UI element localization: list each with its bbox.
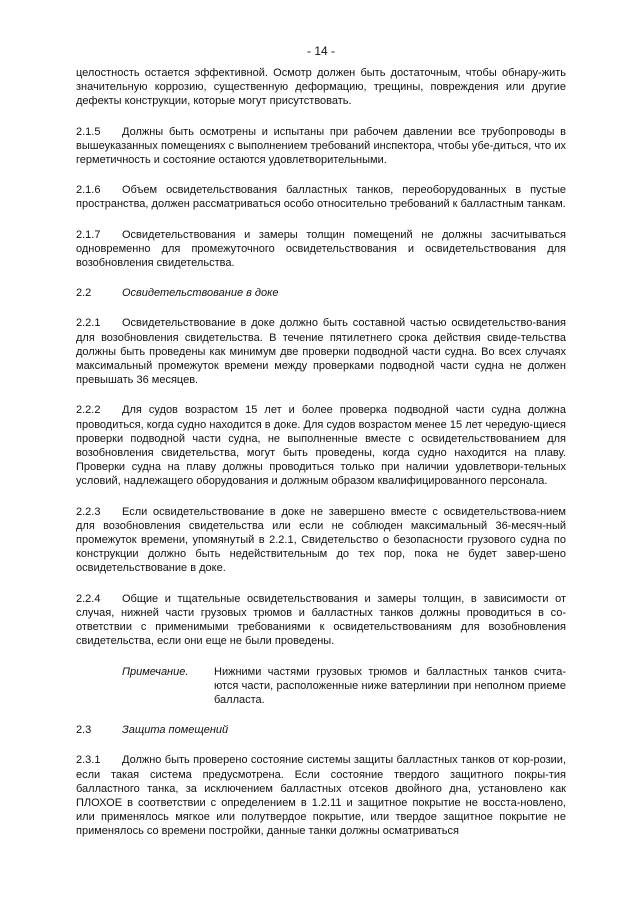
note-block xyxy=(76,665,566,708)
paragraph-text: Для судов возрастом 15 лет и более проверка подводной части судна должна проводиться, когда судно находится в доке. Для судов возрастом менее 15 лет чередую-щиеся проверки подводной части судна, не выполненные вместе с освидетельствованием для возобновления свидетельства, могут быть проведены, когда судно находится на плаву. Проверки судна на плаву должны проводиться только при наличии удовлетвори-тельных условий, надлежащего оборудования и должным образом квалифицированного персонала. xyxy=(76,404,566,488)
paragraph-text: Объем освидетельствования балластных танков, переоборудованных в пустые пространства, должен рассматриваться особо относительно требований к балластным танкам. xyxy=(76,184,566,211)
section-title: Освидетельствование в доке xyxy=(122,287,279,300)
paragraph-number: 2.1.5 xyxy=(76,125,101,138)
paragraph-text: Должны быть осмотрены и испытаны при рабочем давлении все трубопроводы в вышеуказанных помещениях с выполнением требований инспектора, чтобы убе-диться, что их герметичность и состояние остаются удовлетворительными. xyxy=(76,125,566,167)
paragraph-number: 2.1.7 xyxy=(76,228,101,241)
paragraph-number: 2.1.6 xyxy=(76,184,101,197)
paragraph-2-1-6 xyxy=(76,183,566,211)
section-number: 2.2 xyxy=(76,287,92,300)
note-label: Примечание. xyxy=(122,665,189,678)
paragraph-2-2-1 xyxy=(76,316,566,387)
paragraph-2-2-3 xyxy=(76,505,566,576)
section-title: Защита помещений xyxy=(122,724,229,737)
paragraph-number: 2.2.3 xyxy=(76,505,101,518)
section-heading-2-3 xyxy=(76,723,566,737)
paragraph-text: Общие и тщательные освидетельствования и замеры толщин, в зависимости от случая, нижней части грузовых трюмов и балластных танков должны проводиться в со-ответствии с применимыми требованиями к освидетельствованиям для возобновления свидетельства, если они еще не были проведены. xyxy=(76,592,566,648)
section-heading-2-2 xyxy=(76,286,566,300)
section-number: 2.3 xyxy=(76,724,92,737)
document-page xyxy=(76,44,566,855)
paragraph-2-1-7 xyxy=(76,228,566,271)
paragraph-2-2-4 xyxy=(76,592,566,649)
note-text: Нижними частями грузовых трюмов и балластных танков счита-ются части, расположенные ниже ватерлинии при неполном приеме балласта. xyxy=(214,665,566,706)
paragraph-text: Должно быть проверено состояние системы защиты балластных танков от кор-розии, если такая система предусмотрена. Если состояние твердого защитного покры-тия балластного танка, за исключением балластных отсеков двойного дна, установлено как ПЛОХОЕ в соответствии с определением в 1.2.11 и защитное покрытие не восста-новлено, или применялось мягкое или полутвердое покрытие, или твердое защитное покрытие не применялось со времени постройки, данные танки должны осматриваться xyxy=(76,754,566,838)
paragraph-number: 2.3.1 xyxy=(76,754,101,767)
paragraph-text: Освидетельствования и замеры толщин помещений не должны засчитываться одновременно для промежуточного освидетельствования и освидетельствования для возобновления свидетельства. xyxy=(76,228,566,270)
paragraph-2-3-1 xyxy=(76,753,566,838)
page-number: - 14 - xyxy=(306,44,335,58)
paragraph-2-1-5 xyxy=(76,125,566,168)
paragraph-number: 2.2.2 xyxy=(76,404,101,417)
paragraph-2-2-2 xyxy=(76,403,566,488)
intro-paragraph: целостность остается эффективной. Осмотр должен быть достаточным, чтобы обнару-жить значительную коррозию, существенную деформацию, трещины, повреждения или другие дефекты конструкции, которые могут присутствовать. xyxy=(76,67,566,108)
paragraph-text: Освидетельствование в доке должно быть составной частью освидетельство-вания для возобновления свидетельства. В течение пятилетнего срока действия свиде-тельства должны быть проведены как минимум две проверки подводной части судна. Во всех случаях максимальный промежуток времени между проверками подводной части судна не должен превышать 36 месяцев. xyxy=(76,317,566,387)
paragraph-number: 2.2.4 xyxy=(76,592,101,605)
paragraph-text: Если освидетельствование в доке не завершено вместе с освидетельствова-нием для возобновления свидетельства или если не соблюден максимальный 36-месяч-ный промежуток времени, упомянутый в 2.2.1, Свидетельство о безопасности грузового судна по конструкции должно быть недействительным до тех пор, пока не будет завер-шено освидетельствование в доке. xyxy=(76,505,566,575)
paragraph-number: 2.2.1 xyxy=(76,317,101,330)
